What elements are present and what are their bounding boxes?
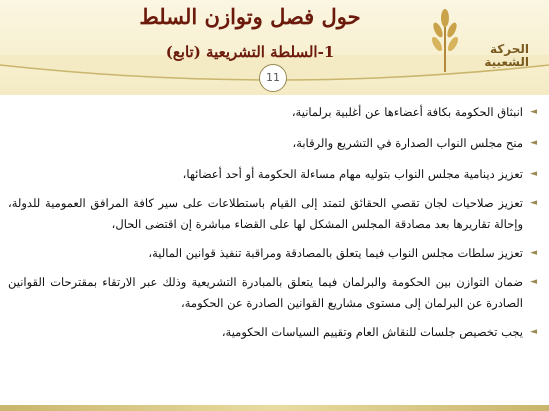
list-item: ◄ تعزيز صلاحيات لجان تقصي الحقائق لتمتد إلى القيام باستطلاعات على سير كافة المرافق العمومية للدولة، وإحالة تقاريرها بعد مصادقة المجلس المشكل لها على القضاء مباشرة إن اقتضى الحال، (8, 193, 537, 235)
wheat-icon (425, 4, 465, 74)
bullet-arrow-icon: ◄ (530, 277, 537, 287)
list-item: ◄ انبثاق الحكومة بكافة أعضاءها عن أغلبية برلمانية، (8, 102, 537, 123)
list-item: ◄ منح مجلس النواب الصدارة في التشريع والرقابة، (8, 133, 537, 154)
list-item: ◄ ضمان التوازن بين الحكومة والبرلمان فيما يتعلق بالمبادرة التشريعية وذلك عبر الارتقاء بمقترحات القوانين الصادرة عن البرلمان إلى مستوى مشاريع القوانين الصادرة عن الحكومة، (8, 272, 537, 314)
logo-text-line1: الحركة (490, 42, 529, 56)
bullet-arrow-icon: ◄ (530, 327, 537, 337)
page-number: 11 (259, 64, 287, 92)
bullet-arrow-icon: ◄ (530, 138, 537, 148)
list-item: ◄ تعزيز دينامية مجلس النواب بتوليه مهام مساءلة الحكومة أو أحد أعضائها، (8, 164, 537, 185)
footer-divider (0, 405, 549, 411)
bullet-arrow-icon: ◄ (530, 107, 537, 117)
slide-subtitle: 1-السلطة التشريعية (تابع) (165, 43, 335, 61)
list-item: ◄ تعزيز سلطات مجلس النواب فيما يتعلق بالمصادقة ومراقبة تنفيذ قوانين المالية، (8, 243, 537, 264)
list-item: ◄ يجب تخصيص جلسات للنقاش العام وتقييم السياسات الحكومية، (8, 322, 537, 343)
bullet-arrow-icon: ◄ (530, 169, 537, 179)
bullet-arrow-icon: ◄ (530, 248, 537, 258)
logo (435, 2, 543, 78)
logo-text-line2: الشعبية (484, 55, 529, 69)
bullet-list (8, 96, 537, 343)
slide-title: حول فصل وتوازن السلط (139, 4, 361, 29)
bullet-arrow-icon: ◄ (530, 198, 537, 208)
